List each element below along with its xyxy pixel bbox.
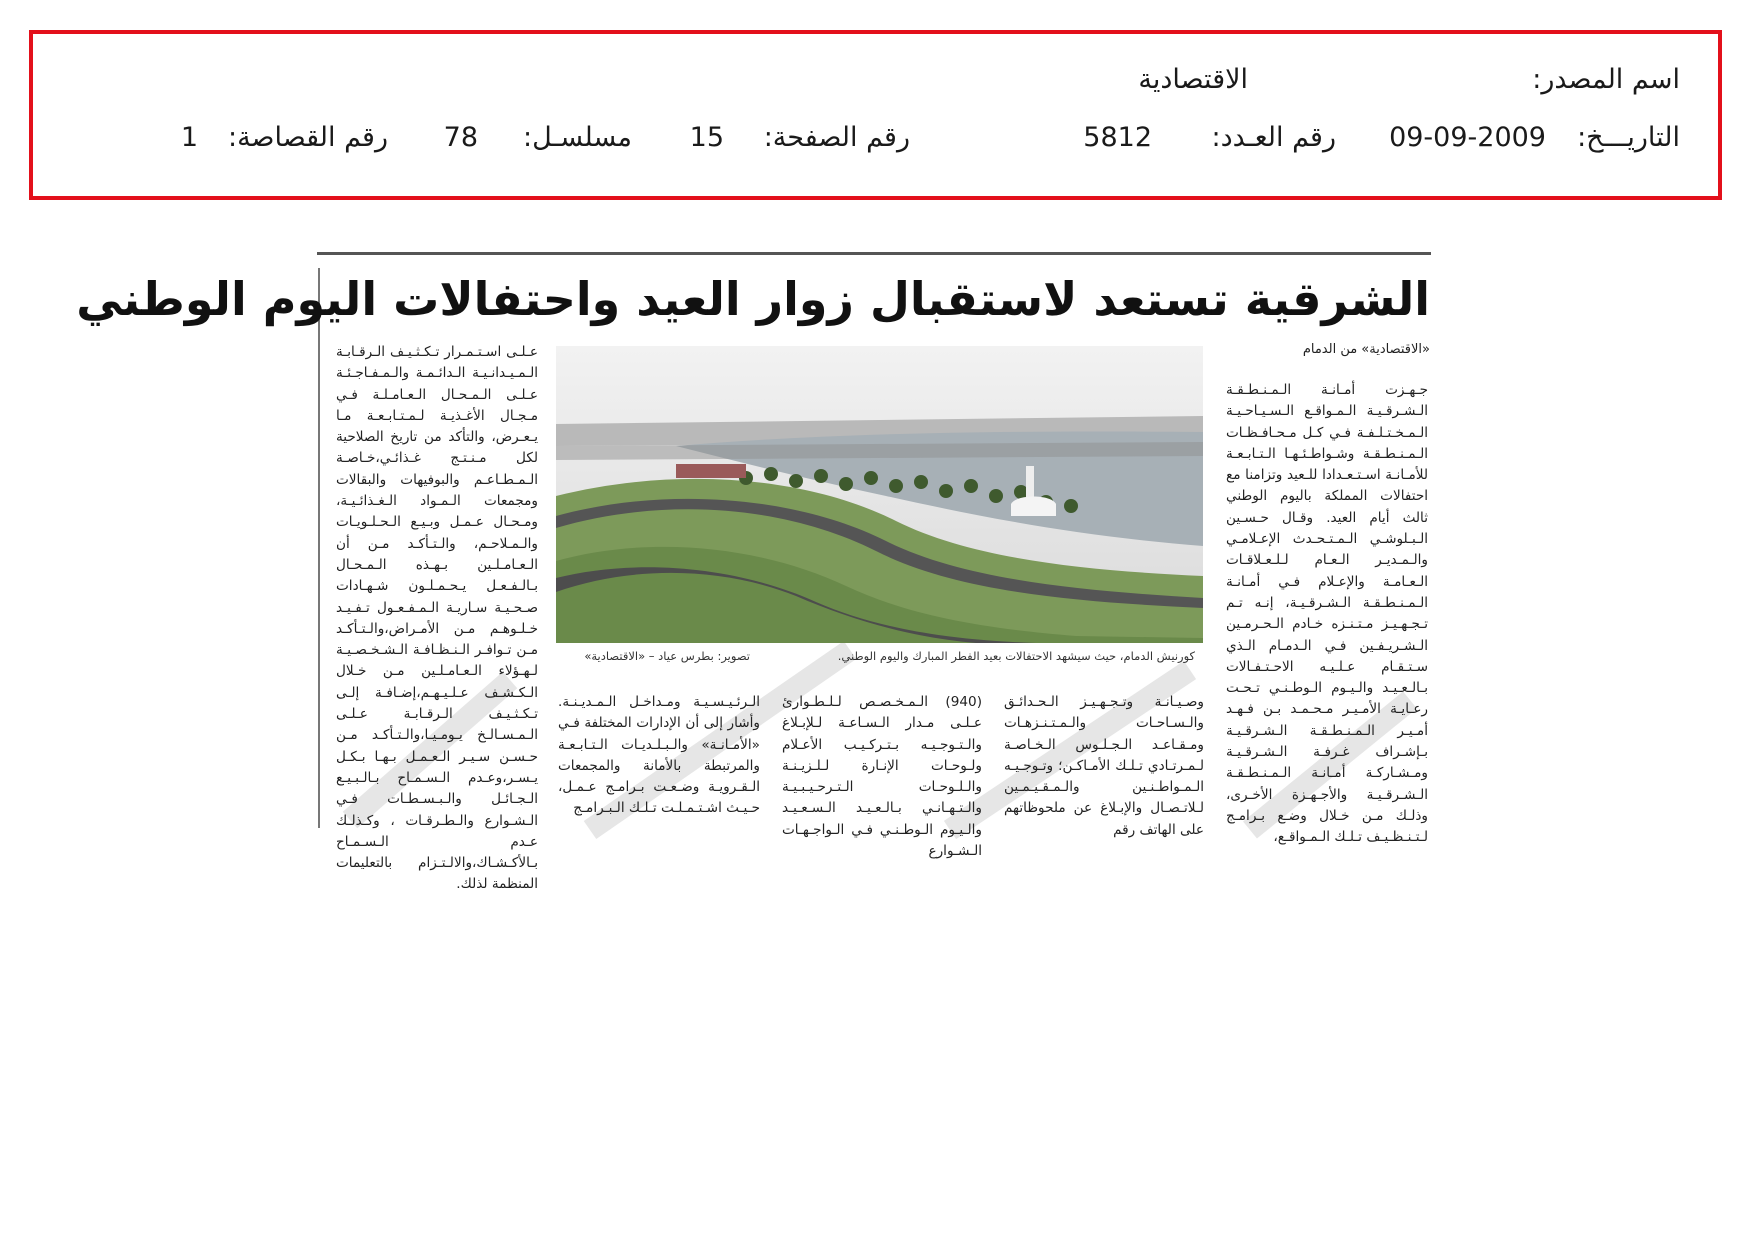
source-value: الاقتصادية	[1138, 64, 1248, 95]
page-value: 15	[689, 122, 724, 153]
article-column-right	[1226, 380, 1428, 849]
clipping-header-box	[29, 30, 1722, 200]
corniche-photo	[556, 346, 1203, 643]
page-label: رقم الصفحة:	[763, 122, 910, 153]
article-column-mid1	[1004, 692, 1204, 841]
serial-value: 78	[443, 122, 478, 153]
column-text: عـلـى اسـتـمـرار تـكـثـيـف الـرقـابـة الـمـيـدانـيـة الـدائـمـة والـمـفـاجـئـة عـلـى الـمـحـال الـعـامـلـة فـي مـجـال الأغـذيـة لـمـتـابـعـة مـا يـعـرض، والتأكد من تاريخ الصلاحية لكل مـنـتـج غـذائـي،خـاصـة الـمـطـاعـم والبوفيهات والبقالات ومجمعات الـمـواد الـغـذائـيـة، ومـحـال عـمـل وبـيـع الـحـلـويـات والـمـلاحـم، والـتـأكـد مـن أن الـعـامـلـين بـهـذه الـمـحـال بـالـفـعـل يـحـمـلـون شـهـادات صـحـيـة سـاريـة الـمـفـعـول تـفـيـد خـلـوهـم مـن الأمـراض،والـتـأكـد مـن تـوافـر الـنـظـافـة الـشـخـصـيـة لـهـؤلاء الـعـامـلـين مـن خـلال الـكـشـف عـلـيـهـم،إضـافـة إلـى تـكـثـيـف الـرقـابـة عـلـى الـمـسـالـخ يـومـيـا،والـتـأكـد مـن حـسـن سـيـر الـعـمـل بـهـا بـكـل يـسـر،وعـدم الـسـمـاح بـالـبـيـع الـجـائـل والـبـسـطـات فـي الـشـوارع والـطـرقـات ، وكـذلـك عـدم الـسـمـاح بـالأكـشـاك،والالـتـزام بالتعليمات المنظمة لذلك.	[336, 344, 538, 893]
source-label: اسم المصدر:	[1532, 64, 1680, 95]
clip-value: 1	[180, 122, 198, 153]
photo-caption: كورنيش الدمام، حيث سيشهد الاحتفالات بعيد الفطر المبارك واليوم الوطني.	[837, 649, 1195, 663]
article-top-rule	[317, 252, 1431, 255]
article-headline: الشرقية تستعد لاستقبال زوار العيد واحتفالات اليوم الوطني	[76, 272, 1430, 326]
date-value: 09-09-2009	[1389, 122, 1546, 153]
photo-credit: تصوير: بطرس عياد – «الاقتصادية»	[584, 649, 750, 663]
article-column-left	[336, 342, 538, 896]
column-text: الـرئـيـسـيـة ومـداخـل الـمـديـنـة. وأشار إلى أن الإدارات المختلفة فـي «الأمـانـة» والـبـلـديـات الـتـابـعـة والمرتبطة بالأمانة والمجمعات الـقـرويـة وضـعـت بـرامـج عـمـل، حـيـث اشـتـمـلـت تـلـك الـبـرامـج	[558, 694, 760, 817]
issue-value: 5812	[1083, 122, 1152, 153]
column-text: وصـيـانـة وتـجـهـيـز الـحـدائـق والـسـاحـات والـمـتـنـزهـات ومـقـاعـد الـجـلـوس الـخـاصـة لـمـرتـادي تـلـك الأمـاكـن؛ وتـوجـيـه الـمـواطـنـين والـمـقـيـمـين لـلاتـصـال والإبـلاغ عن ملحوظاتهم على الهاتف رقم	[1004, 694, 1204, 838]
article-column-mid3	[558, 692, 760, 820]
issue-label: رقم العـدد:	[1211, 122, 1336, 153]
column-text: (940) الـمـخـصـص لـلـطـوارئ عـلـى مـدار الـسـاعـة لـلإبـلاغ والـتـوجـيـه بـتـركـيـب الأعـلام ولـوحـات الإنـارة لـلـزيـنـة والـلـوحـات الـتـرحـيـبـيـة والـتـهـانـي بـالـعـيـد الـسـعـيـد والـيـوم الـوطـنـي فـي الـواجـهـات الـشـوارع	[782, 694, 982, 860]
article-column-mid2	[782, 692, 982, 862]
serial-label: مسلسـل:	[522, 122, 632, 153]
article-byline: «الاقتصادية» من الدمام	[1302, 342, 1430, 357]
clip-label: رقم القصاصة:	[227, 122, 388, 153]
date-label: التاريـــخ:	[1577, 122, 1680, 153]
article-left-rule	[318, 268, 320, 828]
column-text: جـهـزت أمـانـة الـمـنـطـقـة الـشـرقـيـة الـمـواقـع الـسـيـاحـيـة الـمـخـتـلـفـة فـي كـل مـحـافـظـات الـمـنـطـقـة وشـواطـئـهـا الـتـابـعـة للأمـانـة اسـتـعـدادا للـعيد وتزامنا مع احتفالات المملكة باليوم الوطني ثالث أيام العيد. وقـال حـسـين الـبـلوشـي الـمـتـحـدث الإعـلامـي والـمـديـر الـعـام لـلـعـلاقـات الـعـامـة والإعـلام فـي أمـانـة الـمـنـطـقـة الـشـرقـيـة، إنـه تـم تـجـهـيـز مـتـنـزه خـادم الـحـرمـين الـشـريـفـين فـي الـدمـام الـذي سـتـقـام عـلـيـه الاحـتـفـالات بـالـعـيـد والـيـوم الـوطـنـي تـحـت رعـايـة الأمـيـر مـحـمـد بـن فـهـد أمـيـر الـمـنـطـقـة الـشـرقـيـة بـإشـراف غـرفـة الـشـرقـيـة ومـشـاركـة أمـانـة الـمـنـطـقـة الـشـرقـيـة والأجـهـزة الأخـرى، وذلـك مـن خـلال وضـع بـرامـج لـتـنـظـيـف تـلـك الـمـواقـع،	[1226, 382, 1428, 846]
